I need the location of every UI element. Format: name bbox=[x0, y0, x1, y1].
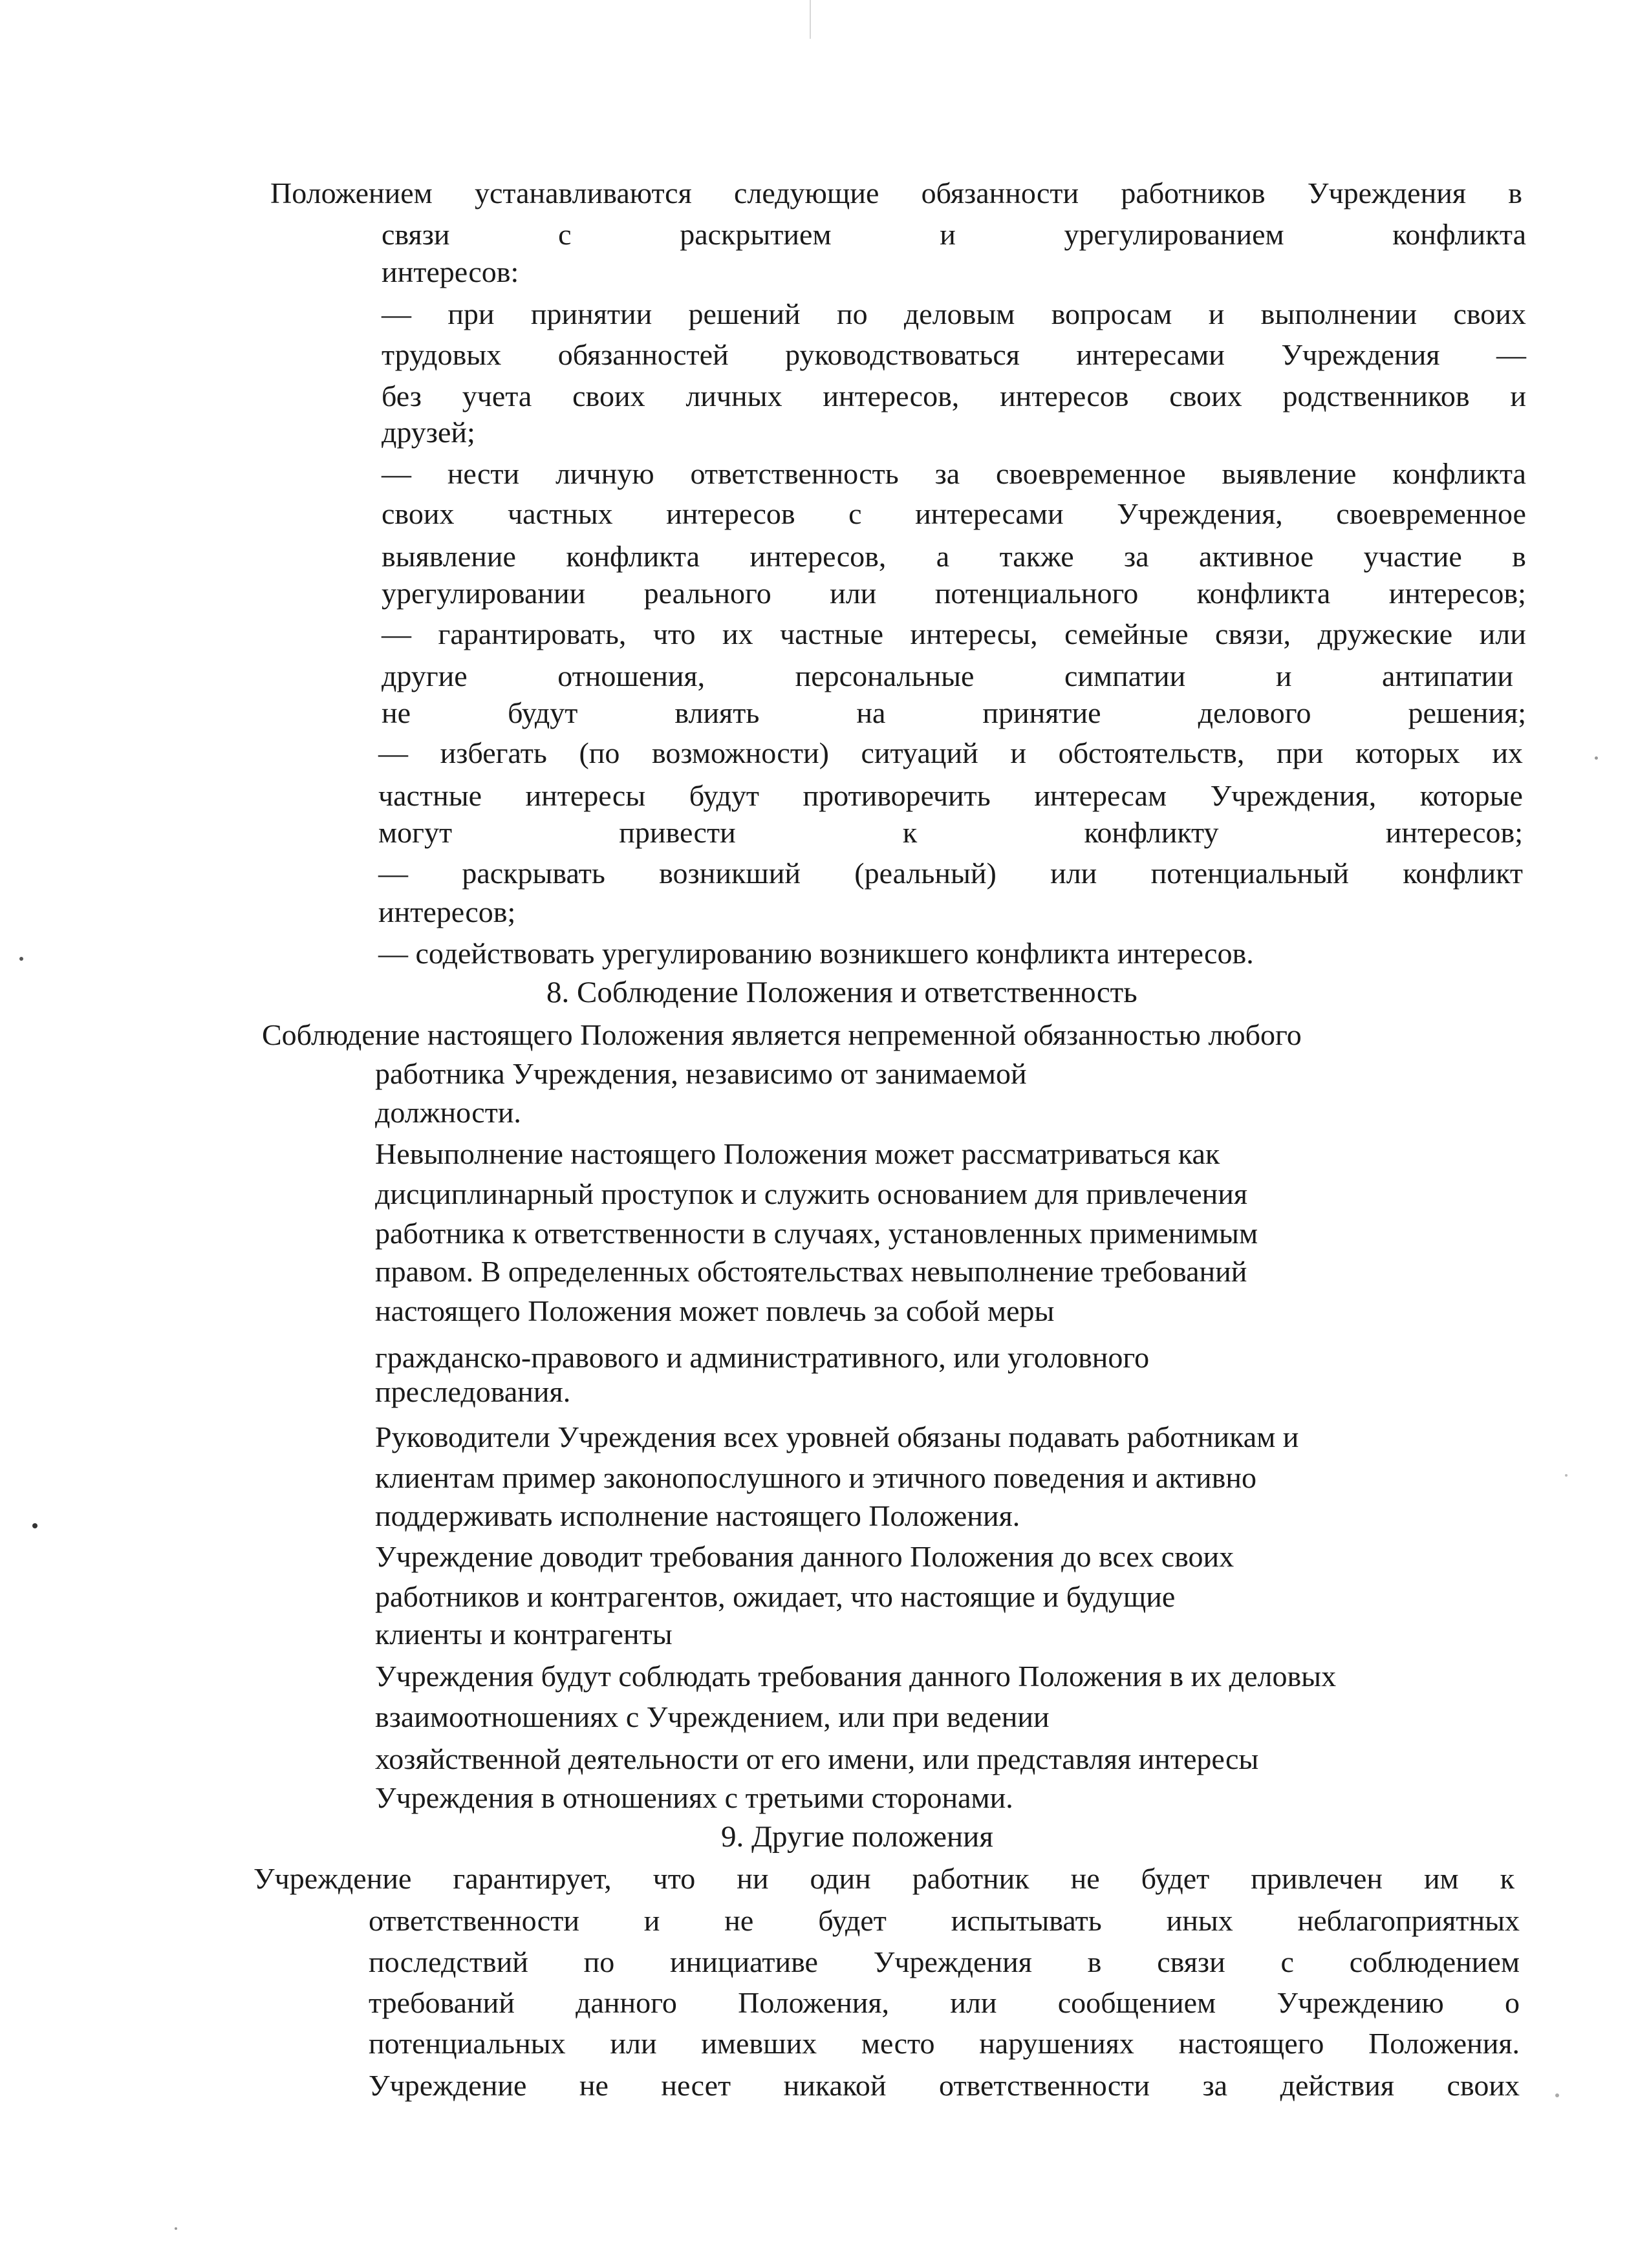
word: их bbox=[1492, 736, 1523, 769]
word: ответственности bbox=[939, 2069, 1150, 2102]
word: отношения, bbox=[557, 659, 706, 692]
word: частные bbox=[780, 617, 884, 650]
word: участие bbox=[1363, 540, 1462, 573]
word: или bbox=[610, 2027, 657, 2060]
word: частные bbox=[378, 779, 482, 812]
word: никакой bbox=[783, 2069, 887, 2102]
scan-speck bbox=[1555, 2093, 1559, 2097]
word: руководствоваться bbox=[785, 338, 1020, 371]
word: им bbox=[1423, 1862, 1459, 1895]
word: без bbox=[382, 380, 422, 412]
word: по bbox=[836, 297, 868, 330]
word: один bbox=[810, 1862, 871, 1895]
word: потенциальный bbox=[1150, 857, 1349, 890]
text-line bbox=[369, 1947, 1520, 1977]
text-line: Соблюдение настоящего Положения является непременной обязанностью любого bbox=[262, 1018, 1302, 1051]
word: могут bbox=[378, 816, 453, 849]
word: раскрывать bbox=[462, 857, 605, 890]
word: — bbox=[382, 617, 411, 650]
word: (по bbox=[579, 736, 620, 769]
text-line: работника Учреждения, независимо от занимаемой bbox=[375, 1057, 1027, 1090]
text-line bbox=[382, 698, 1526, 728]
word: ответственности bbox=[369, 1904, 579, 1937]
word: своевременное bbox=[995, 457, 1186, 490]
word: (реальный) bbox=[854, 857, 997, 890]
text-line bbox=[382, 661, 1513, 691]
word: решений bbox=[688, 297, 801, 330]
word: трудовых bbox=[382, 338, 502, 371]
word: при bbox=[1277, 736, 1324, 769]
word: привлечен bbox=[1251, 1862, 1383, 1895]
word: — bbox=[382, 297, 411, 330]
word: с bbox=[1280, 1945, 1294, 1978]
text-line bbox=[382, 542, 1526, 572]
word: и bbox=[1010, 736, 1026, 769]
word: интересами bbox=[915, 497, 1064, 530]
word: ответственность bbox=[690, 457, 899, 490]
word: ситуаций bbox=[861, 736, 978, 769]
word: личную bbox=[555, 457, 654, 490]
text-line: правом. В определенных обстоятельствах невыполнение требований bbox=[375, 1255, 1247, 1288]
text-line: дисциплинарный проступок и служить основанием для привлечения bbox=[375, 1177, 1248, 1210]
text-line: интересов: bbox=[382, 255, 519, 288]
text-line bbox=[382, 220, 1526, 250]
word: и bbox=[643, 1904, 660, 1937]
word: связи bbox=[1157, 1945, 1225, 1978]
word: возможности) bbox=[652, 736, 829, 769]
word: в bbox=[1508, 177, 1522, 209]
text-line: работника к ответственности в случаях, установленных применимым bbox=[375, 1217, 1258, 1250]
word: не bbox=[1070, 1862, 1100, 1895]
word: нести bbox=[447, 457, 520, 490]
word: Учреждения, bbox=[1210, 779, 1377, 812]
word: урегулированием bbox=[1064, 218, 1284, 251]
word: выполнении bbox=[1260, 297, 1417, 330]
word: также bbox=[999, 540, 1074, 573]
word: интересов; bbox=[1388, 577, 1526, 610]
word: будут bbox=[689, 779, 759, 812]
word: или bbox=[1479, 617, 1526, 650]
word: настоящего bbox=[1178, 2027, 1324, 2060]
text-line: интересов; bbox=[378, 895, 516, 928]
text-line: поддерживать исполнение настоящего Положения. bbox=[375, 1499, 1020, 1532]
word: обстоятельств, bbox=[1058, 736, 1245, 769]
word: интересов bbox=[1000, 380, 1129, 412]
word: потенциального bbox=[934, 577, 1139, 610]
scan-speck bbox=[175, 2227, 177, 2230]
word: следующие bbox=[733, 177, 879, 209]
word: принятие bbox=[982, 696, 1101, 729]
word: или bbox=[830, 577, 877, 610]
text-line: преследования. bbox=[375, 1375, 571, 1408]
word: данного bbox=[576, 1986, 677, 2019]
word: потенциальных bbox=[369, 2027, 566, 2060]
word: реального bbox=[643, 577, 771, 610]
word: испытывать bbox=[951, 1904, 1102, 1937]
word: вопросам bbox=[1051, 297, 1172, 330]
word: их bbox=[722, 617, 753, 650]
word: раскрытием bbox=[680, 218, 832, 251]
section-heading: 9. Другие положения bbox=[721, 1820, 993, 1854]
word: несет bbox=[661, 2069, 731, 2102]
text-line: Невыполнение настоящего Положения может рассматриваться как bbox=[375, 1137, 1220, 1170]
word: а bbox=[936, 540, 950, 573]
word: за bbox=[1202, 2069, 1228, 2102]
word: симпатии bbox=[1064, 659, 1186, 692]
word: интересов, bbox=[749, 540, 887, 573]
text-line: Учреждение доводит требования данного Положения до всех своих bbox=[375, 1540, 1234, 1573]
word: своих bbox=[1447, 2069, 1520, 2102]
word: принятии bbox=[530, 297, 652, 330]
word: будут bbox=[508, 696, 578, 729]
word: — bbox=[1496, 338, 1526, 371]
word: Учреждению bbox=[1277, 1986, 1444, 2019]
text-line: должности. bbox=[375, 1096, 521, 1129]
word: возникший bbox=[659, 857, 801, 890]
text-line bbox=[369, 2029, 1520, 2059]
text-line: настоящего Положения может повлечь за собой меры bbox=[375, 1294, 1055, 1327]
text-line: гражданско-правового и административного, или уголовного bbox=[375, 1341, 1150, 1374]
text-line: Руководители Учреждения всех уровней обязаны подавать работникам и bbox=[375, 1420, 1299, 1453]
word: Учреждение bbox=[253, 1862, 412, 1895]
word: Положения, bbox=[738, 1986, 890, 2019]
word: или bbox=[950, 1986, 997, 2019]
word: на bbox=[856, 696, 886, 729]
word: за bbox=[1124, 540, 1149, 573]
word: дружеские bbox=[1317, 617, 1453, 650]
word: обязанностей bbox=[557, 338, 729, 371]
word: — bbox=[382, 457, 411, 490]
section-heading: 8. Соблюдение Положения и ответственность bbox=[546, 976, 1137, 1009]
word: обязанности bbox=[921, 177, 1079, 209]
word: в bbox=[1087, 1945, 1102, 1978]
text-line: клиентам пример законопослушного и этичного поведения и активно bbox=[375, 1461, 1256, 1494]
word: что bbox=[652, 617, 696, 650]
word: интересы, bbox=[910, 617, 1038, 650]
word: будет bbox=[818, 1904, 887, 1937]
word: другие bbox=[382, 659, 468, 692]
word: родственников bbox=[1282, 380, 1470, 412]
word: что bbox=[652, 1862, 696, 1895]
word: по bbox=[583, 1945, 615, 1978]
scan-speck bbox=[1565, 1474, 1568, 1477]
word: в bbox=[1512, 540, 1526, 573]
word: Учреждения, bbox=[1117, 497, 1283, 530]
word: будет bbox=[1141, 1862, 1210, 1895]
word: выявление bbox=[382, 540, 516, 573]
text-line: взаимоотношениях с Учреждением, или при ведении bbox=[375, 1700, 1050, 1733]
word: сообщением bbox=[1057, 1986, 1216, 2019]
word: личных bbox=[685, 380, 782, 412]
word: — bbox=[378, 736, 408, 769]
word: персональные bbox=[795, 659, 975, 692]
word: за bbox=[934, 457, 960, 490]
scan-speck bbox=[19, 957, 23, 961]
word: Положения. bbox=[1368, 2027, 1520, 2060]
word: инициативе bbox=[670, 1945, 818, 1978]
text-line bbox=[378, 781, 1523, 811]
word: избегать bbox=[440, 736, 547, 769]
text-line bbox=[382, 299, 1526, 329]
word: связи bbox=[382, 218, 450, 251]
word: противоречить bbox=[803, 779, 991, 812]
text-line: работников и контрагентов, ожидает, что настоящие и будущие bbox=[375, 1580, 1176, 1613]
scan-speck bbox=[32, 1523, 38, 1528]
word: не bbox=[382, 696, 411, 729]
scan-artifact bbox=[810, 0, 811, 39]
word: к bbox=[902, 816, 918, 849]
text-line bbox=[382, 579, 1526, 608]
text-line: клиенты и контрагенты bbox=[375, 1618, 673, 1651]
word: связи, bbox=[1215, 617, 1291, 650]
word: или bbox=[1050, 857, 1097, 890]
text-line: — содействовать урегулированию возникшего конфликта интересов. bbox=[378, 937, 1254, 970]
text-line bbox=[382, 499, 1526, 529]
word: и bbox=[1208, 297, 1225, 330]
word: деловым bbox=[903, 297, 1015, 330]
text-line bbox=[382, 340, 1526, 370]
word: которые bbox=[1419, 779, 1523, 812]
word: интересами bbox=[1076, 338, 1225, 371]
word: своих bbox=[382, 497, 455, 530]
text-line: Учреждения будут соблюдать требования данного Положения в их деловых bbox=[375, 1660, 1337, 1693]
word: делового bbox=[1198, 696, 1311, 729]
word: выявление bbox=[1222, 457, 1357, 490]
word: конфликт bbox=[1403, 857, 1523, 890]
word: требований bbox=[369, 1986, 515, 2019]
word: Положением bbox=[270, 177, 433, 209]
word: Учреждение bbox=[369, 2069, 527, 2102]
word: к bbox=[1500, 1862, 1514, 1895]
word: Учреждения bbox=[1281, 338, 1440, 371]
word: влиять bbox=[674, 696, 760, 729]
scan-speck bbox=[1595, 756, 1598, 760]
word: которых bbox=[1355, 736, 1460, 769]
text-line bbox=[369, 1988, 1520, 2018]
text-line: хозяйственной деятельности от его имени, или представляя интересы bbox=[375, 1742, 1259, 1775]
word: и bbox=[940, 218, 956, 251]
word: антипатии bbox=[1382, 659, 1513, 692]
word: работников bbox=[1121, 177, 1266, 209]
word: не bbox=[724, 1904, 754, 1937]
word: — bbox=[378, 857, 408, 890]
word: место bbox=[861, 2027, 935, 2060]
word: гарантировать, bbox=[438, 617, 627, 650]
text-line bbox=[369, 1906, 1520, 1936]
word: неблагоприятных bbox=[1297, 1904, 1520, 1937]
word: конфликта bbox=[566, 540, 700, 573]
word: конфликту bbox=[1084, 816, 1219, 849]
word: с bbox=[558, 218, 572, 251]
word: своевременное bbox=[1336, 497, 1526, 530]
text-line bbox=[253, 1864, 1514, 1894]
word: привести bbox=[619, 816, 736, 849]
word: Учреждения bbox=[873, 1945, 1032, 1978]
word: частных bbox=[508, 497, 613, 530]
word: урегулировании bbox=[382, 577, 586, 610]
word: активное bbox=[1199, 540, 1314, 573]
word: работник bbox=[912, 1862, 1029, 1895]
word: интересов; bbox=[1385, 816, 1523, 849]
word: интересам bbox=[1034, 779, 1167, 812]
word: и bbox=[1510, 380, 1526, 412]
word: действия bbox=[1280, 2069, 1395, 2102]
text-line bbox=[378, 818, 1523, 848]
word: интересы bbox=[525, 779, 646, 812]
text-line bbox=[378, 738, 1523, 768]
word: конфликта bbox=[1392, 218, 1526, 251]
word: конфликта bbox=[1196, 577, 1331, 610]
word: имевших bbox=[701, 2027, 817, 2060]
word: учета bbox=[462, 380, 532, 412]
word: при bbox=[447, 297, 495, 330]
word: устанавливаются bbox=[475, 177, 692, 209]
word: о bbox=[1504, 1986, 1520, 2019]
text-line bbox=[382, 381, 1526, 411]
word: своих bbox=[572, 380, 645, 412]
text-line bbox=[378, 859, 1523, 888]
word: соблюдением bbox=[1349, 1945, 1520, 1978]
word: ни bbox=[737, 1862, 769, 1895]
text-line: друзей; bbox=[382, 416, 475, 449]
word: гарантирует, bbox=[453, 1862, 612, 1895]
text-line bbox=[382, 459, 1526, 489]
word: нарушениях bbox=[979, 2027, 1134, 2060]
text-line: Учреждения в отношениях с третьими сторонами. bbox=[375, 1781, 1013, 1814]
text-line bbox=[270, 178, 1522, 208]
word: Учреждения bbox=[1307, 177, 1466, 209]
text-line bbox=[382, 619, 1526, 649]
word: с bbox=[848, 497, 862, 530]
word: своих bbox=[1169, 380, 1242, 412]
word: семейные bbox=[1064, 617, 1189, 650]
word: конфликта bbox=[1392, 457, 1526, 490]
word: интересов bbox=[666, 497, 795, 530]
word: интересов, bbox=[823, 380, 960, 412]
word: не bbox=[579, 2069, 609, 2102]
word: своих bbox=[1453, 297, 1526, 330]
word: решения; bbox=[1408, 696, 1526, 729]
text-line bbox=[369, 2071, 1520, 2101]
word: иных bbox=[1166, 1904, 1233, 1937]
word: последствий bbox=[369, 1945, 528, 1978]
word: и bbox=[1275, 659, 1292, 692]
